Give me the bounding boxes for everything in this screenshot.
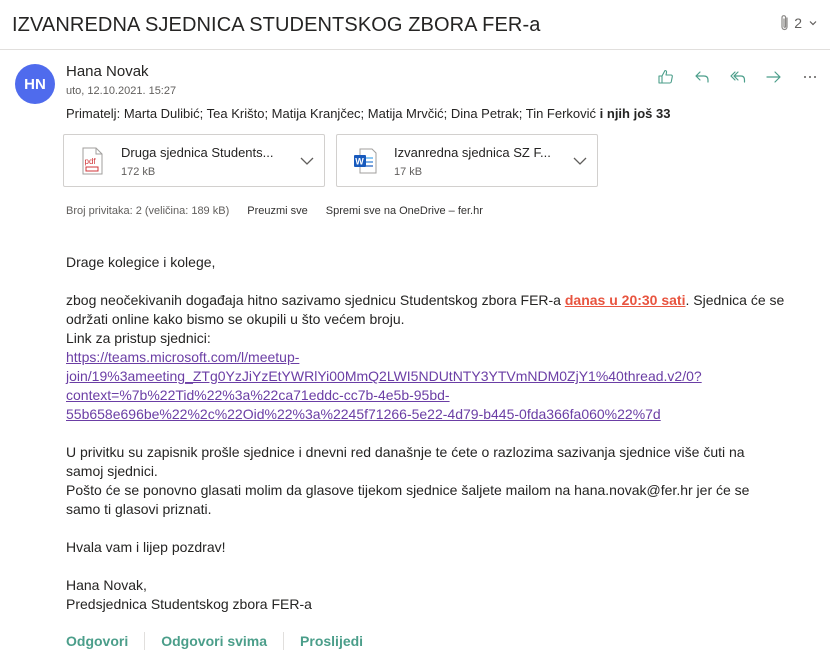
reply-bar [66, 632, 363, 650]
attachment-summary: Broj privitaka: 2 (veličina: 189 kB) [66, 205, 230, 217]
attachment-name: Druga sjednica Students... [121, 145, 274, 160]
forward-button[interactable] [756, 66, 792, 88]
meeting-link[interactable]: context=%7b%22Tid%22%3a%22ca71eddc-cc7b-4e5b-95bd- [66, 387, 450, 403]
like-button[interactable] [648, 66, 684, 88]
sent-date: uto, 12.10.2021. 15:27 [66, 85, 177, 97]
greeting: Drage kolegice i kolege, [66, 254, 216, 270]
body-text: . Sjednica će se [685, 292, 785, 308]
body-text: U privitku su zapisnik prošle sjednice i dnevni red današnje te ćete o razlozima sazivanja sjednice više čuti na [66, 444, 745, 460]
pdf-icon-label: pdf [84, 157, 96, 166]
sender-name[interactable]: Hana Novak [66, 63, 149, 80]
meeting-link[interactable]: 55b658e696be%22%2c%22Oid%22%3a%2245f71266-5e22-4d79-b445-0fda366fa060%22%7d [66, 406, 661, 422]
forward-link[interactable]: Proslijedi [300, 633, 364, 649]
reply-icon [693, 68, 711, 86]
attachment-menu-button[interactable] [290, 135, 324, 186]
attachment-name: Izvanredna sjednica SZ F... [394, 145, 551, 160]
body-text: održati online kako bismo se okupili u što većem broju. [66, 311, 405, 327]
reply-all-button[interactable] [720, 66, 756, 88]
reply-link[interactable]: Odgovori [66, 633, 129, 649]
attachment-count-button[interactable] [778, 14, 818, 32]
attachment-card[interactable] [336, 134, 598, 187]
reply-button[interactable] [684, 66, 720, 88]
more-actions-button[interactable] [792, 66, 828, 88]
subject-bar [0, 0, 830, 50]
forward-icon [765, 68, 783, 86]
attachment-size: 17 kB [394, 166, 423, 178]
save-to-onedrive-link[interactable]: Spremi sve na OneDrive – fer.hr [325, 205, 483, 217]
signature-title: Predsjednica Studentskog zbora FER-a [66, 596, 312, 612]
body-paragraph [66, 291, 806, 310]
email-subject: IZVANREDNA SJEDNICA STUDENTSKOG ZBORA FER-a [12, 14, 541, 36]
closing: Hvala vam i lijep pozdrav! [66, 539, 226, 555]
download-all-link[interactable]: Preuzmi sve [247, 205, 308, 217]
chevron-down-icon [808, 18, 818, 28]
recipients-list[interactable]: Marta Dulibić; Tea Krišto; Matija Kranjčec; Matija Mrvčić; Dina Petrak; Tin Ferković [123, 106, 597, 121]
meeting-link[interactable]: https://teams.microsoft.com/l/meetup- [66, 349, 300, 365]
like-icon [657, 68, 675, 86]
meeting-time-highlight: danas u 20:30 sati [564, 292, 686, 308]
body-text: samo ti glasovi priznati. [66, 501, 212, 517]
message-body [66, 253, 806, 614]
meeting-link[interactable]: join/19%3ameeting_ZTg0YzJiYzEtYWRlYi00MmQ2LWI5NDUtNTY3YTVmNDM0ZjY1%40thread.v2/0? [66, 368, 702, 384]
signature-name: Hana Novak, [66, 577, 147, 593]
body-text: Pošto će se ponovno glasati molim da glasove tijekom sjednice šaljete mailom na hana.novak@fer.hr jer će se [66, 482, 750, 498]
attachment-info-bar [66, 205, 501, 217]
avatar: HN [15, 64, 55, 104]
chevron-down-icon [299, 153, 315, 169]
body-text: zbog neočekivanih događaja hitno sazivamo sjednicu Studentskog zbora FER-a [66, 292, 565, 308]
reply-all-icon [729, 68, 747, 86]
recipients-line [66, 106, 670, 121]
message-actions [648, 66, 828, 88]
recipients-more[interactable]: i njih još 33 [596, 106, 671, 121]
attachment-menu-button[interactable] [563, 135, 597, 186]
more-icon [801, 68, 819, 86]
chevron-down-icon [572, 153, 588, 169]
divider [283, 632, 284, 650]
reply-all-link[interactable]: Odgovori svima [161, 633, 268, 649]
link-label: Link za pristup sjednici: [66, 330, 211, 346]
divider [144, 632, 145, 650]
recipients-label: Primatelj: [66, 106, 121, 121]
paperclip-icon [778, 14, 792, 32]
pdf-icon [80, 147, 104, 175]
attachment-count: 2 [794, 15, 802, 31]
attachment-card[interactable] [63, 134, 325, 187]
body-text: samoj sjednici. [66, 463, 158, 479]
word-icon [353, 147, 377, 175]
attachment-size: 172 kB [121, 166, 156, 178]
word-icon-label: W [355, 156, 364, 167]
